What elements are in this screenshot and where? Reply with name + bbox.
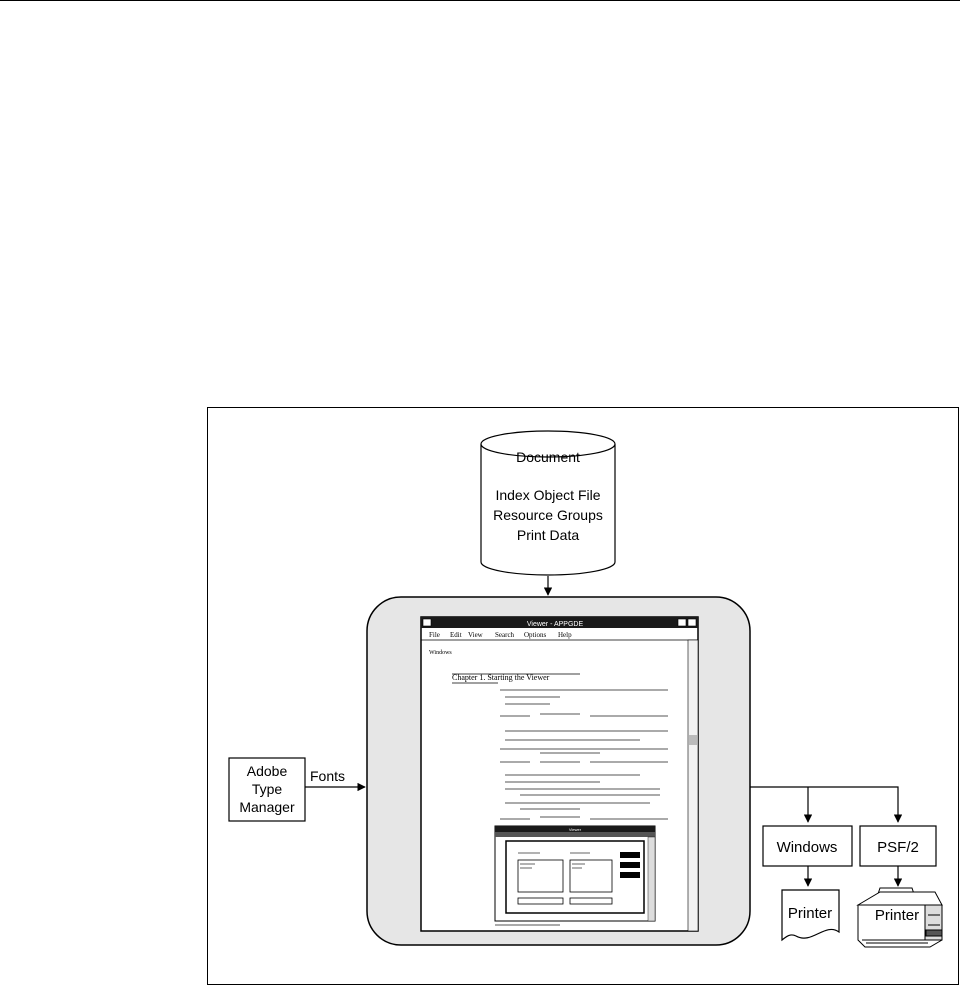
psf2-driver-box [860, 826, 936, 866]
page-header: Windows [429, 650, 452, 656]
document-item: Print Data [516, 527, 580, 543]
windows-driver-box [763, 826, 852, 866]
menu-item: View [468, 631, 483, 639]
scrollbar [688, 640, 698, 931]
printer-icon [858, 888, 942, 947]
adobe-type-manager-box [229, 758, 305, 821]
font-source-line: Adobe [246, 763, 288, 779]
device-label: Printer [787, 905, 833, 922]
driver-label: Windows [776, 839, 838, 856]
document-item: Index Object File [495, 487, 601, 503]
menu-item: Help [558, 631, 572, 639]
menu-item: Options [524, 631, 547, 639]
chapter-heading: Chapter 1. Starting the Viewer [452, 673, 550, 682]
device-label: Printer [874, 907, 920, 924]
menu-item: Edit [450, 631, 462, 639]
system-menu-icon [423, 619, 431, 626]
fonts-label: Fonts [310, 768, 346, 784]
viewer-window-title: Viewer - APPGDE [526, 621, 584, 628]
document-cylinder [481, 431, 615, 575]
menu-item: File [429, 631, 440, 639]
inner-window [495, 826, 655, 921]
document-title: Document [516, 449, 580, 465]
driver-label: PSF/2 [877, 839, 919, 856]
maximize-icon [688, 619, 696, 626]
font-source-line: Type [251, 781, 283, 797]
minimize-icon [678, 619, 686, 626]
menu-item: Search [495, 631, 515, 639]
printer-document-shape [782, 890, 839, 940]
font-source-line: Manager [239, 799, 295, 815]
inner-window-title: Viewer [568, 827, 582, 832]
scroll-thumb [689, 735, 697, 745]
viewer-window [421, 617, 698, 931]
document-item: Resource Groups [493, 507, 603, 523]
